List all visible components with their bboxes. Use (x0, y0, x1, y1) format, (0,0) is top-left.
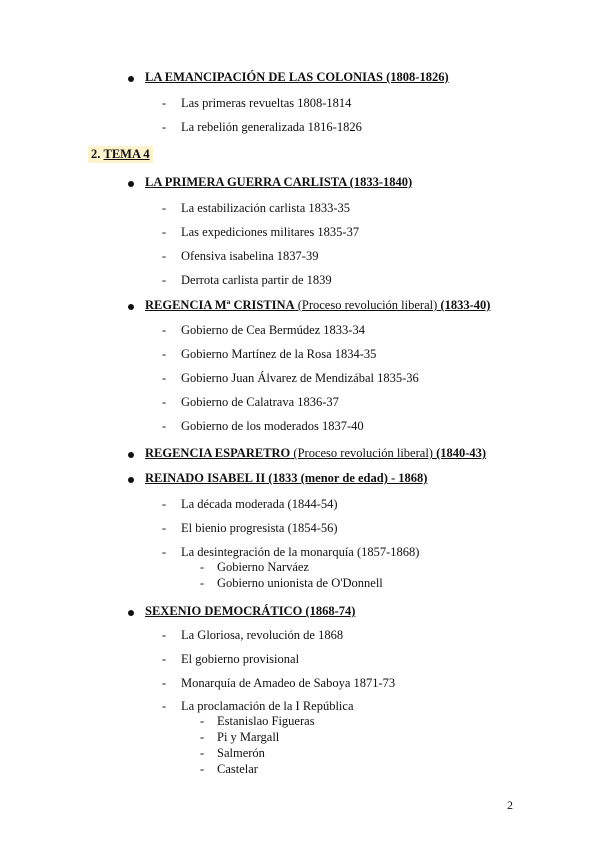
dash-marker: - (162, 699, 167, 713)
heading-emancipacion: LA EMANCIPACIÓN DE LAS COLONIAS (1808-1826) (145, 70, 449, 84)
dash-marker: - (200, 576, 205, 590)
list-item: Gobierno Juan Álvarez de Mendizábal 1835-36 (181, 371, 419, 385)
list-item: El gobierno provisional (181, 652, 300, 666)
bullet-icon (128, 76, 134, 82)
dash-marker: - (162, 96, 167, 110)
heading-regencia-espartero (145, 446, 486, 461)
list-item: La rebelión generalizada 1816-1826 (181, 120, 362, 134)
list-item: La desintegración de la monarquía (1857-1868) (181, 545, 420, 559)
dash-marker: - (162, 545, 167, 559)
list-item: La estabilización carlista 1833-35 (181, 201, 351, 215)
list-item: La proclamación de la I República (181, 699, 354, 713)
bullet-icon (128, 610, 134, 616)
heading-part: (1840-43) (436, 446, 487, 460)
list-item: La década moderada (1844-54) (181, 497, 338, 511)
dash-marker: - (200, 746, 205, 760)
sub-list-item: Gobierno unionista de O'Donnell (217, 576, 383, 590)
heading-regencia-maria-cristina (145, 298, 490, 313)
dash-marker: - (162, 395, 167, 409)
list-item: La Gloriosa, revolución de 1868 (181, 628, 344, 642)
dash-marker: - (162, 347, 167, 361)
sub-list-item: Castelar (217, 762, 258, 776)
list-item: Monarquía de Amadeo de Saboya 1871-73 (181, 676, 396, 690)
list-item: Gobierno Martínez de la Rosa 1834-35 (181, 347, 377, 361)
list-item: Derrota carlista partir de 1839 (181, 273, 332, 287)
dash-marker: - (162, 628, 167, 642)
dash-marker: - (162, 419, 167, 433)
list-item: Las expediciones militares 1835-37 (181, 225, 360, 239)
dash-marker: - (162, 676, 167, 690)
list-item: Gobierno de Cea Bermúdez 1833-34 (181, 323, 365, 337)
bullet-icon (128, 477, 134, 483)
list-item: Gobierno de los moderados 1837-40 (181, 419, 364, 433)
dash-marker: - (162, 249, 167, 263)
heading-part-normal: (Proceso revolución liberal) (294, 298, 441, 312)
heading-part: (1833-40) (440, 298, 491, 312)
page-number: 2 (507, 798, 513, 812)
list-item: El bienio progresista (1854-56) (181, 521, 338, 535)
sub-list-item: Estanislao Figueras (217, 714, 315, 728)
sub-list-item: Gobierno Narváez (217, 560, 309, 574)
list-item: Las primeras revueltas 1808-1814 (181, 96, 352, 110)
tema-heading (88, 146, 153, 163)
sub-list-item: Pi y Margall (217, 730, 280, 744)
heading-part: REGENCIA ESPARETRO (145, 446, 291, 460)
dash-marker: - (162, 120, 167, 134)
dash-marker: - (200, 714, 205, 728)
dash-marker: - (200, 762, 205, 776)
bullet-icon (128, 181, 134, 187)
heading-part: REGENCIA Mª CRISTINA (145, 298, 295, 312)
heading-sexenio-democratico: SEXENIO DEMOCRÁTICO (1868-74) (145, 604, 356, 618)
dash-marker: - (162, 273, 167, 287)
dash-marker: - (162, 371, 167, 385)
heading-primera-guerra-carlista: LA PRIMERA GUERRA CARLISTA (1833-1840) (145, 175, 413, 189)
dash-marker: - (200, 730, 205, 744)
sub-list-item: Salmerón (217, 746, 265, 760)
heading-reinado-isabel-ii: REINADO ISABEL II (1833 (menor de edad) - 1868) (145, 471, 428, 485)
heading-part-normal: (Proceso revolución liberal) (290, 446, 437, 460)
list-item: Gobierno de Calatrava 1836-37 (181, 395, 339, 409)
dash-marker: - (162, 497, 167, 511)
list-item: Ofensiva isabelina 1837-39 (181, 249, 319, 263)
dash-marker: - (162, 521, 167, 535)
bullet-icon (128, 304, 134, 310)
tema-label: TEMA 4 (103, 147, 150, 161)
dash-marker: - (162, 323, 167, 337)
tema-number: 2. (91, 147, 101, 161)
dash-marker: - (200, 560, 205, 574)
dash-marker: - (162, 225, 167, 239)
bullet-icon (128, 452, 134, 458)
dash-marker: - (162, 201, 167, 215)
dash-marker: - (162, 652, 167, 666)
